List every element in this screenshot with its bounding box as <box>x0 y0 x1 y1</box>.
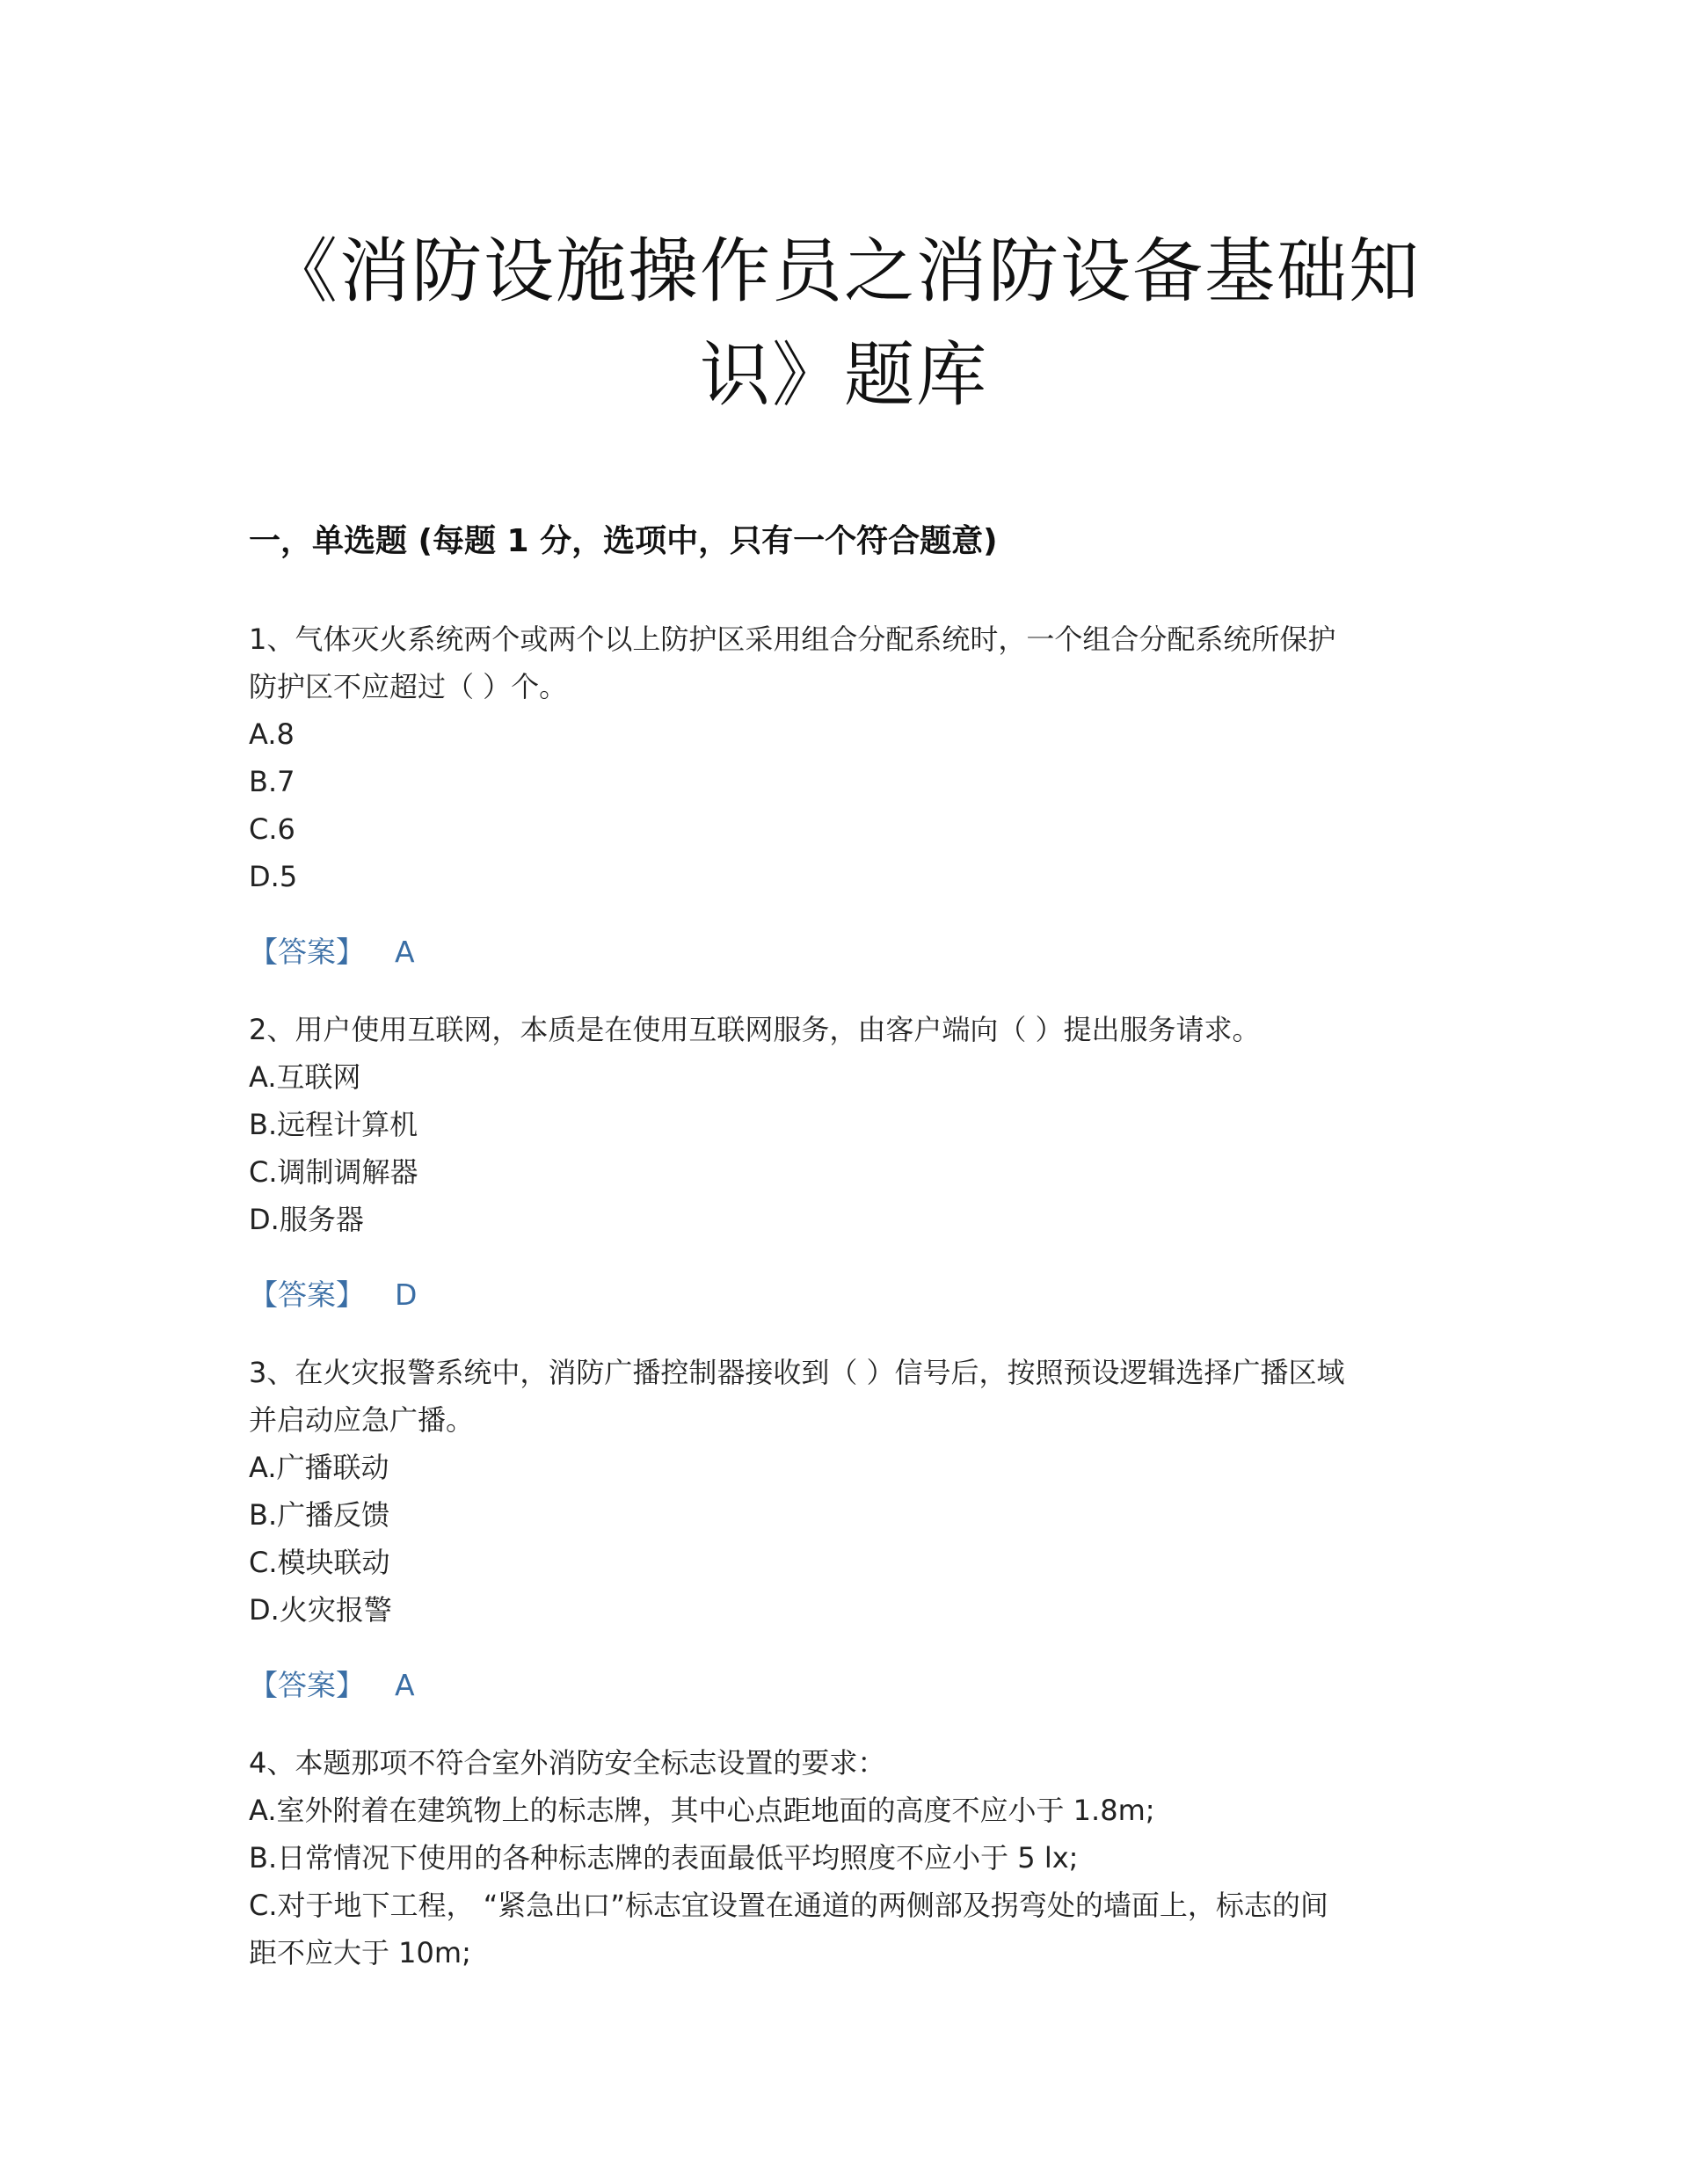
answer-line <box>249 1271 1444 1319</box>
answer-tag: 【答案】 <box>249 1668 365 1702</box>
question-stem-line-2: 防护区不应超过（ ）个。 <box>249 670 568 703</box>
option-c: C.模块联动 <box>249 1546 390 1579</box>
answer-line <box>249 928 1444 976</box>
answer-tag: 【答案】 <box>249 1278 365 1312</box>
option-b: B.7 <box>249 765 295 798</box>
question-stem <box>249 1349 1444 1444</box>
question-stem <box>249 1006 1444 1053</box>
option-a: A.广播联动 <box>249 1451 389 1484</box>
option-a: A.室外附着在建筑物上的标志牌，其中心点距地面的高度不应小于 1.8m; <box>249 1794 1155 1827</box>
question-stem-line-1: 3、在火灾报警系统中，消防广播控制器接收到（ ）信号后，按照预设逻辑选择广播区域 <box>249 1356 1345 1389</box>
option-b: B.广播反馈 <box>249 1498 390 1532</box>
option-c: C.6 <box>249 812 295 846</box>
option-a: A.互联网 <box>249 1060 361 1094</box>
answer-line <box>249 1662 1444 1709</box>
question-3 <box>249 1349 1444 1709</box>
question-list <box>249 615 1444 2006</box>
answer-tag: 【答案】 <box>249 935 365 969</box>
option-d: D.火灾报警 <box>249 1593 392 1627</box>
answer-value: A <box>395 1668 415 1702</box>
question-2 <box>249 1006 1444 1319</box>
question-stem-line-1: 2、用户使用互联网，本质是在使用互联网服务，由客户端向（ ）提出服务请求。 <box>249 1013 1261 1046</box>
option-a: A.8 <box>249 717 295 751</box>
answer-value: A <box>395 935 415 969</box>
question-stem <box>249 615 1444 710</box>
option-b: B.日常情况下使用的各种标志牌的表面最低平均照度不应小于 5 lx; <box>249 1841 1079 1875</box>
answer-value: D <box>395 1278 418 1312</box>
document-title-line-1: 《消防设施操作员之消防设备基础知 <box>267 230 1421 312</box>
document-title-line-2: 识》题库 <box>700 334 988 416</box>
option-d: D.5 <box>249 860 298 893</box>
question-stem <box>249 1739 1444 1787</box>
question-1 <box>249 615 1444 976</box>
option-c-line-2: 距不应大于 10m; <box>249 1936 471 1969</box>
option-c: C.调制调解器 <box>249 1155 418 1189</box>
question-stem-line-1: 4、本题那项不符合室外消防安全标志设置的要求： <box>249 1746 886 1780</box>
document-title <box>264 220 1424 427</box>
question-stem-line-1: 1、气体灭火系统两个或两个以上防护区采用组合分配系统时，一个组合分配系统所保护 <box>249 622 1336 656</box>
option-d: D.服务器 <box>249 1203 364 1236</box>
question-stem-line-2: 并启动应急广播。 <box>249 1403 475 1437</box>
question-4 <box>249 1739 1444 1977</box>
option-c <box>249 1882 1444 1977</box>
option-c-line-1: C.对于地下工程， “紧急出口”标志宜设置在通道的两侧部及拐弯处的墙面上，标志的间 <box>249 1889 1328 1922</box>
section-heading: 一，单选题 (每题 1 分，选项中，只有一个符合题意) <box>249 523 998 559</box>
option-b: B.远程计算机 <box>249 1108 418 1141</box>
